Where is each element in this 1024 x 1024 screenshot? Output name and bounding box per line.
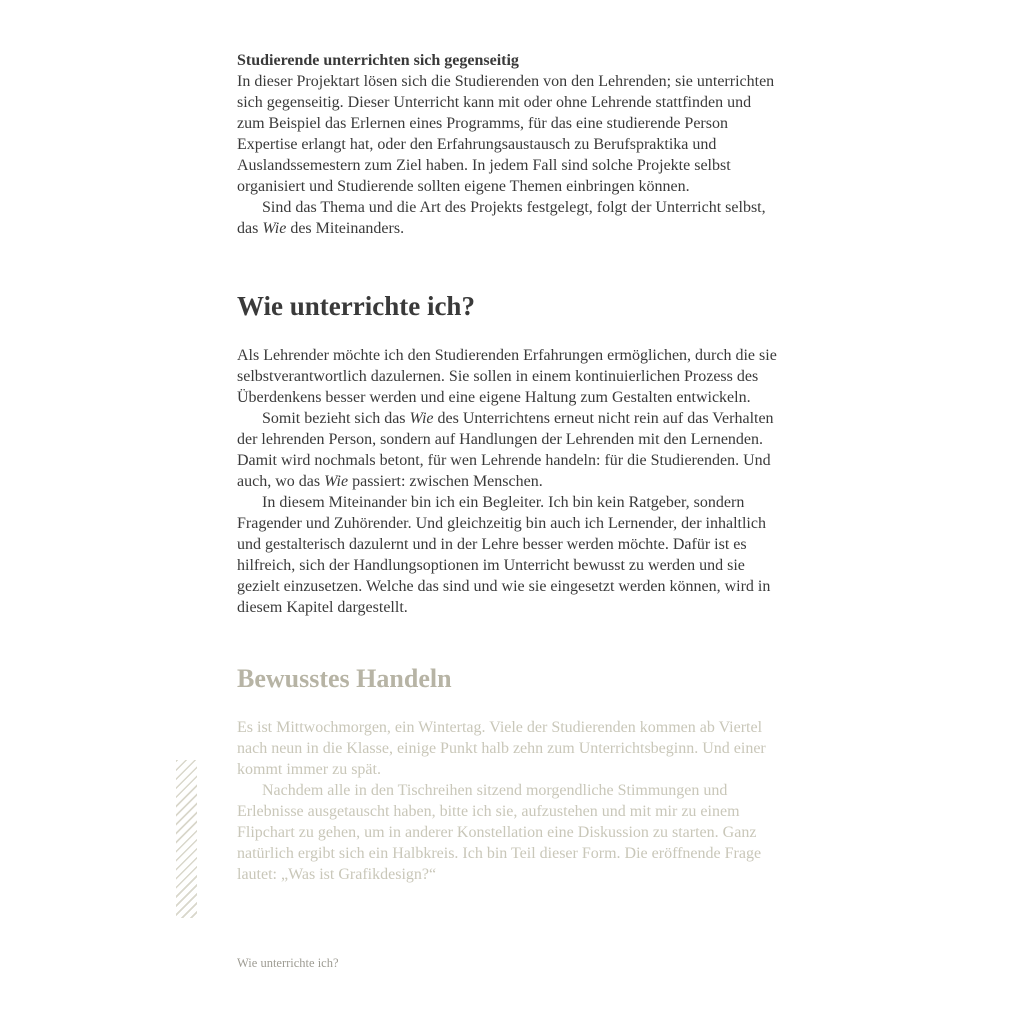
intro-paragraph-2 <box>237 197 777 239</box>
text-segment: passiert: zwischen Menschen. <box>348 473 543 490</box>
italic-word-wie: Wie <box>409 410 434 427</box>
diagonal-stripes-decoration <box>176 760 197 918</box>
intro-paragraph-1: In dieser Projektart lösen sich die Studierenden von den Lehrenden; sie unterrichten sich gegenseitig. Dieser Unterricht kann mit oder ohne Lehrende stattfinden und zum Beispiel das Erlernen eines Programms, für das eine studierende Person Expertise erlangt hat, oder den Erfahrungsaustausch zu Berufspraktika und Auslandssemestern zum Ziel haben. In jedem Fall sind solche Projekte selbst organisiert und Studierende sollten eigene Themen einbringen können. <box>237 73 775 195</box>
chapter-title: Wie unterrichte ich? <box>237 291 475 321</box>
intro-section-heading: Studierende unterrichten sich gegenseitig <box>237 52 519 69</box>
subsection-heading-bewusstes-handeln: Bewusstes Handeln <box>237 664 452 693</box>
text-segment: Somit bezieht sich das <box>262 410 410 427</box>
chapter-paragraph-2 <box>237 408 777 492</box>
italic-word-wie: Wie <box>324 473 349 490</box>
text-segment: des Unterrichtens erneut nicht rein auf das Verhalten der lehrenden Person, sondern auf Handlungen der Lehrenden mit den Lernenden. Damit wird nochmals betont, für wen Lehrende handeln: für die Studierenden. Und auch, wo das <box>237 410 774 490</box>
italic-word-wie: Wie <box>262 220 287 237</box>
text-segment: Sind das Thema und die Art des Projekts festgelegt, folgt der Unterricht selbst, das <box>237 199 766 237</box>
subsection-paragraph-2: Nachdem alle in den Tischreihen sitzend morgendliche Stimmungen und Erlebnisse ausgetauscht haben, bitte ich sie, aufzustehen und mit mir zu einem Flipchart zu gehen, um in anderer Konstellation eine Diskussion zu starten. Ganz natürlich ergibt sich ein Halbkreis. Ich bin Teil dieser Form. Die eröffnende Frage lautet: „Was ist Grafikdesign?“ <box>237 782 762 883</box>
running-footer: Wie unterrichte ich? <box>237 956 339 970</box>
text-segment: des Miteinanders. <box>286 220 405 237</box>
text-column <box>237 50 777 885</box>
chapter-paragraph-1: Als Lehrender möchte ich den Studierenden Erfahrungen ermöglichen, durch die sie selbstverantwortlich dazulernen. Sie sollen in einem kontinuierlichen Prozess des Überdenkens besser werden und eine eigene Haltung zum Gestalten entwickeln. <box>237 347 777 406</box>
chapter-paragraph-3: In diesem Miteinander bin ich ein Begleiter. Ich bin kein Ratgeber, sondern Fragender und Zuhörender. Und gleichzeitig bin auch ich Lernender, der inhaltlich und gestalterisch dazulernt und in der Lehre besser werden möchte. Dafür ist es hilfreich, sich der Handlungsoptionen im Unterricht bewusst zu werden und sie gezielt einzusetzen. Welche das sind und wie sie eingesetzt werden können, wird in diesem Kapitel dargestellt. <box>237 494 771 616</box>
subsection-paragraph-1: Es ist Mittwochmorgen, ein Wintertag. Viele der Studierenden kommen ab Viertel nach neun in die Klasse, einige Punkt halb zehn zum Unterrichtsbeginn. Und einer kommt immer zu spät. <box>237 719 766 778</box>
